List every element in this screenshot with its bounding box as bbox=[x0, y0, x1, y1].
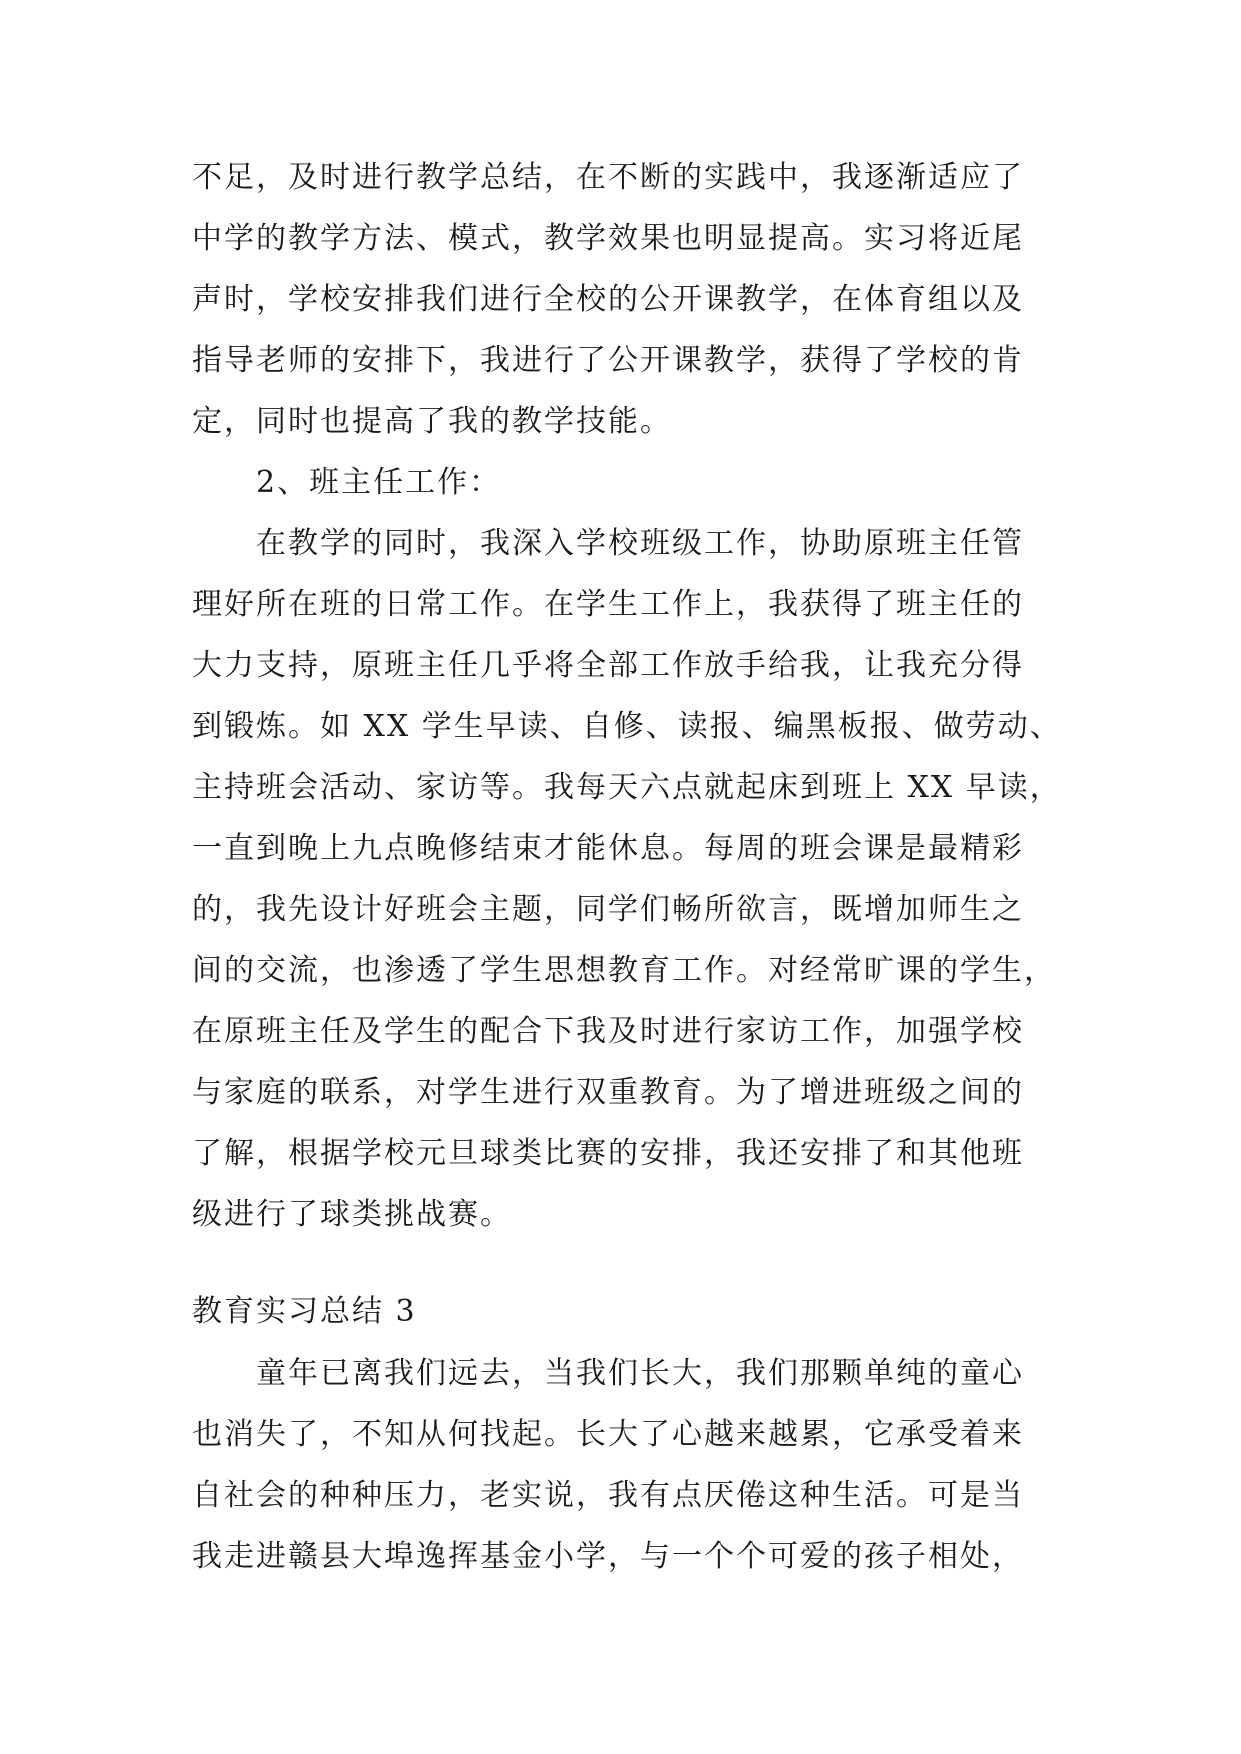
text-line: 主持班会活动、家访等。我每天六点就起床到班上 XX 早读， bbox=[192, 770, 1062, 805]
text-line: 中学的教学方法、模式，教学效果也明显提高。实习将近尾 bbox=[192, 221, 1024, 256]
text-line: 级进行了球类挑战赛。 bbox=[192, 1197, 512, 1232]
text-line: 与家庭的联系，对学生进行双重教育。为了增进班级之间的 bbox=[192, 1075, 1024, 1110]
text-line: 一直到晚上九点晚修结束才能休息。每周的班会课是最精彩 bbox=[192, 831, 1024, 866]
text-line: 在原班主任及学生的配合下我及时进行家访工作，加强学校 bbox=[192, 1014, 1024, 1049]
text-line: 自社会的种种压力，老实说，我有点厌倦这种生活。可是当 bbox=[192, 1478, 1024, 1513]
text-line: 理好所在班的日常工作。在学生工作上，我获得了班主任的 bbox=[192, 587, 1024, 622]
text-line: 指导老师的安排下，我进行了公开课教学，获得了学校的肯 bbox=[192, 343, 1024, 378]
text-line: 的，我先设计好班会主题，同学们畅所欲言，既增加师生之 bbox=[192, 892, 1024, 927]
section-heading: 2、班主任工作： bbox=[256, 465, 502, 500]
text-line: 到锻炼。如 XX 学生早读、自修、读报、编黑板报、做劳动、 bbox=[192, 709, 1062, 744]
text-line: 间的交流，也渗透了学生思想教育工作。对经常旷课的学生， bbox=[192, 953, 1056, 988]
paragraph-first-line: 在教学的同时，我深入学校班级工作，协助原班主任管 bbox=[256, 526, 1024, 561]
text-line: 了解，根据学校元旦球类比赛的安排，我还安排了和其他班 bbox=[192, 1136, 1024, 1171]
text-line: 声时，学校安排我们进行全校的公开课教学，在体育组以及 bbox=[192, 282, 1024, 317]
text-line: 也消失了，不知从何找起。长大了心越来越累，它承受着来 bbox=[192, 1417, 1024, 1452]
text-line: 定，同时也提高了我的教学技能。 bbox=[192, 404, 672, 439]
text-line: 大力支持，原班主任几乎将全部工作放手给我，让我充分得 bbox=[192, 648, 1024, 683]
text-line: 不足，及时进行教学总结，在不断的实践中，我逐渐适应了 bbox=[192, 160, 1024, 195]
section-title: 教育实习总结 3 bbox=[192, 1294, 417, 1329]
text-line: 我走进赣县大埠逸挥基金小学，与一个个可爱的孩子相处， bbox=[192, 1539, 1024, 1574]
paragraph-first-line: 童年已离我们远去，当我们长大，我们那颗单纯的童心 bbox=[256, 1356, 1024, 1391]
